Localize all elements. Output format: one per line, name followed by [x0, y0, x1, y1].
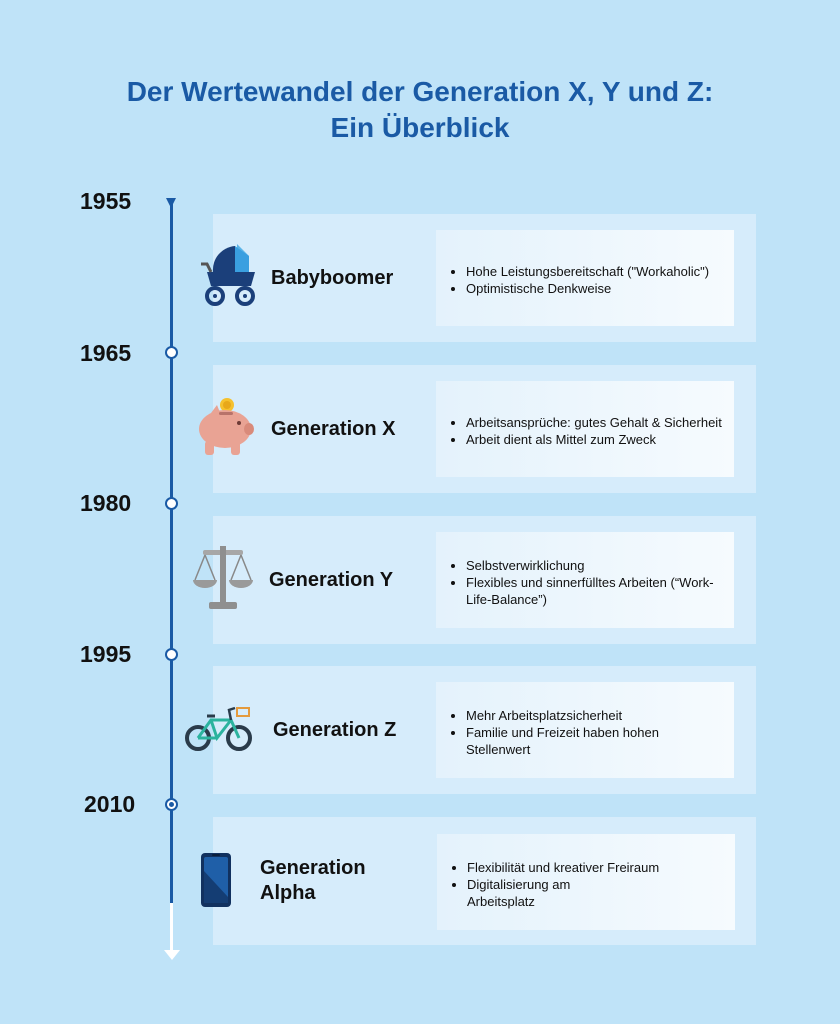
- value-item: • Mehr Arbeitsplatzsicherheit: [466, 707, 724, 724]
- generation-name-text: Generation Alpha: [260, 857, 366, 904]
- value-item: • Hohe Leistungsbereitschaft ("Workaholic"): [466, 263, 709, 280]
- generation-values-box: [436, 532, 734, 628]
- timeline-marker-1965: [165, 346, 178, 359]
- timeline-marker-1995: [165, 648, 178, 661]
- values-list: [451, 859, 659, 910]
- generation-values-box: [436, 682, 734, 778]
- year-label-1995: 1995: [80, 641, 132, 667]
- timeline-axis-end: [170, 903, 173, 951]
- page-title: [0, 74, 840, 146]
- generation-card-babyboomer: [213, 214, 756, 342]
- title-line-2: Ein Überblick: [330, 112, 510, 143]
- value-item: • Selbstverwirklichung: [466, 557, 724, 574]
- timeline-start-arrow: [166, 198, 176, 208]
- value-item: • Arbeit dient als Mittel zum Zweck: [466, 431, 722, 448]
- value-item: • Optimistische Denkweise: [466, 280, 709, 297]
- values-list: [450, 263, 709, 297]
- year-label-1965: 1965: [80, 340, 132, 366]
- values-list: [450, 414, 722, 448]
- year-label-1980: 1980: [80, 490, 132, 516]
- generation-card-alpha: [213, 817, 756, 945]
- value-item: • Flexibilität und kreativer Freiraum: [467, 859, 659, 876]
- generation-name: Generation Z: [273, 718, 397, 741]
- values-list: [450, 707, 724, 758]
- value-item: • Familie und Freizeit haben hohen Stellenwert: [466, 724, 724, 758]
- timeline-marker-1980: [165, 497, 178, 510]
- value-item: • Flexibles und sinnerfülltes Arbeiten (“Work-Life-Balance”): [466, 574, 724, 608]
- timeline-end-arrow-icon: [164, 950, 180, 960]
- generation-values-box: [436, 381, 734, 477]
- generation-name: Generation Y: [269, 568, 394, 591]
- value-item: • Arbeitsansprüche: gutes Gehalt & Sicherheit: [466, 414, 722, 431]
- generation-name: Babyboomer: [271, 266, 394, 289]
- values-list: [450, 557, 724, 608]
- generation-card-x: [213, 365, 756, 493]
- generation-values-box: [436, 230, 734, 326]
- generation-name: Generation X: [271, 417, 396, 440]
- year-label-1955: 1955: [80, 188, 132, 214]
- year-label-2010: 2010: [84, 791, 136, 817]
- generation-card-z: [213, 666, 756, 794]
- value-item: • Digitalisierung am Arbeitsplatz: [467, 876, 637, 910]
- generation-card-y: [213, 516, 756, 644]
- title-line-1: Der Wertewandel der Generation X, Y und Z:: [126, 76, 714, 107]
- generation-name: [260, 817, 390, 945]
- timeline-marker-2010: [165, 798, 178, 811]
- generation-values-box: [437, 834, 735, 930]
